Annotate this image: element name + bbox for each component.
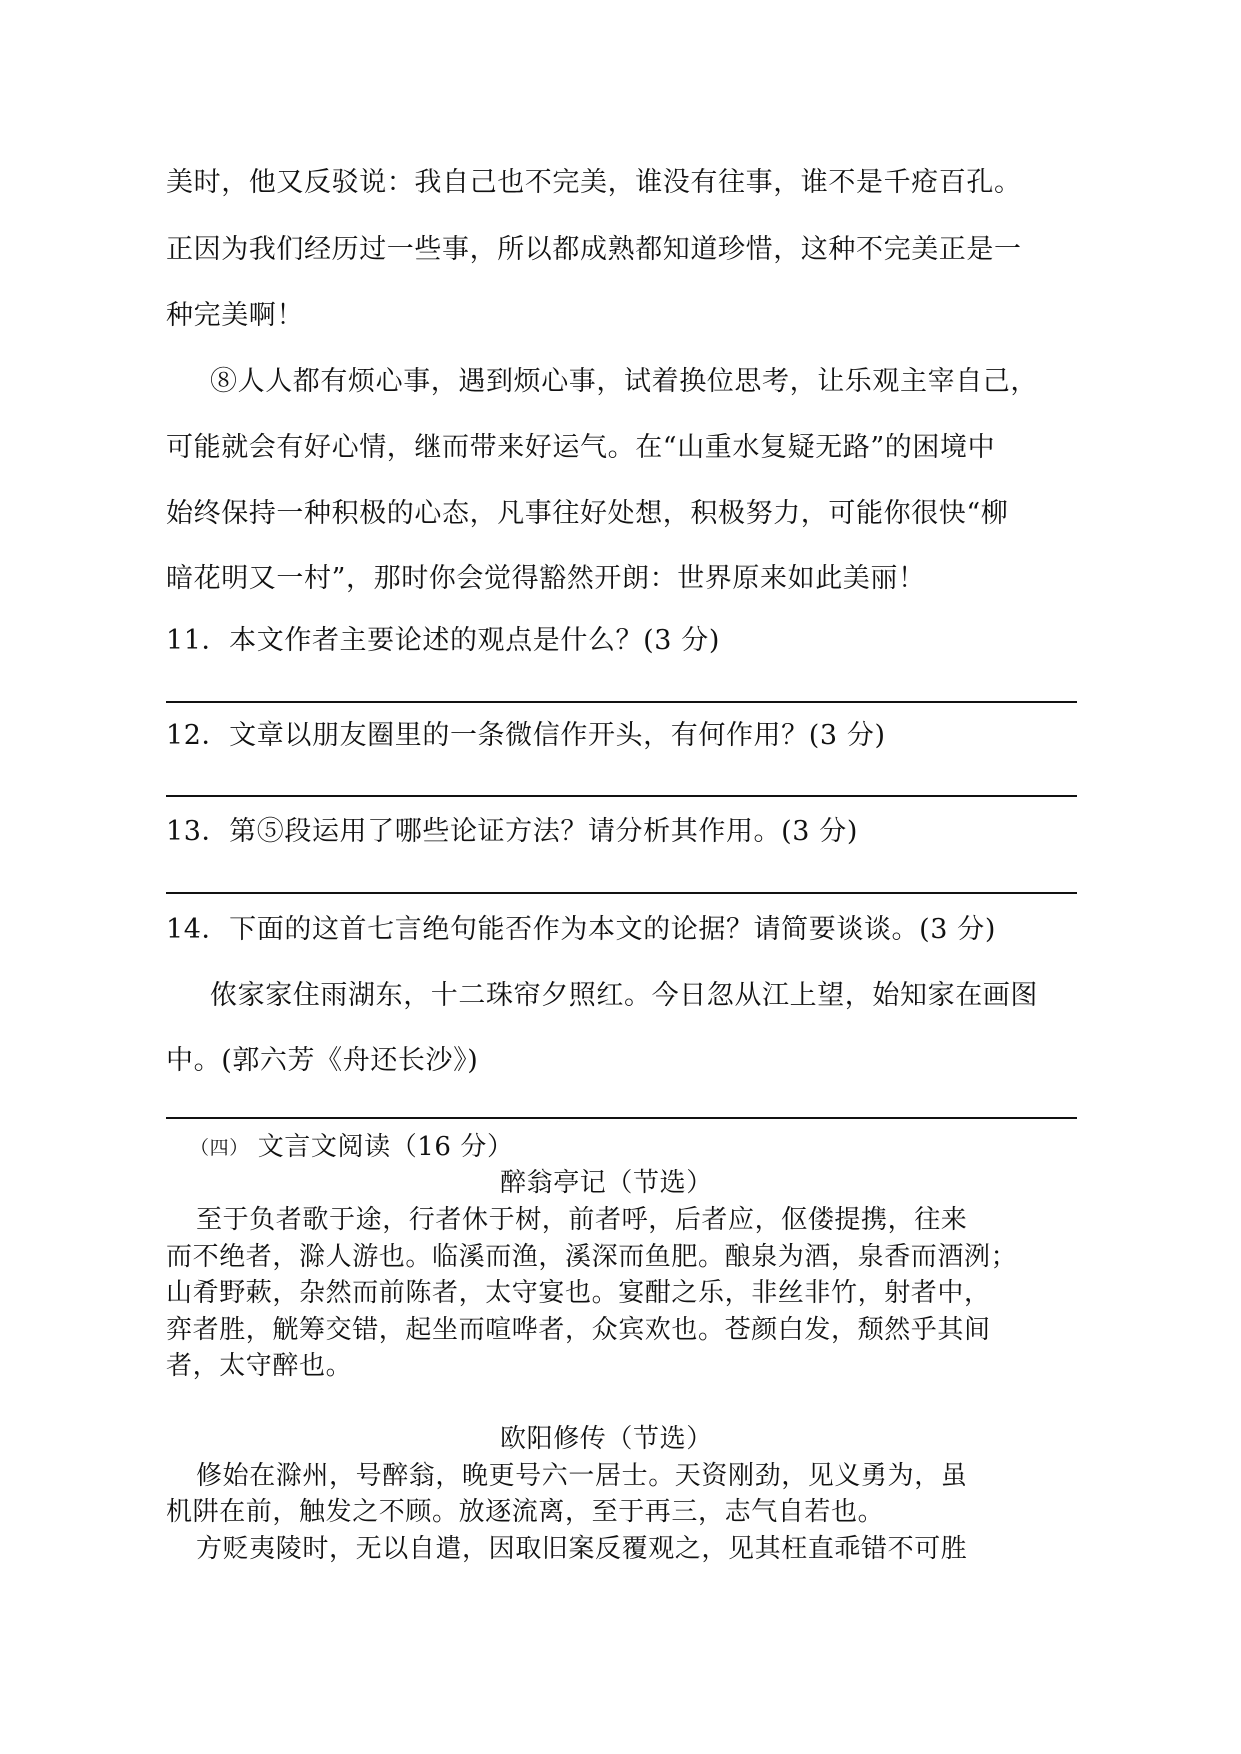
- poem-line-2: 中。(郭六芳《舟还长沙》): [166, 1045, 479, 1076]
- passage-1-line-4: 弈者胜，觥筹交错，起坐而喧哗者，众宾欢也。苍颜白发，颓然乎其间: [166, 1315, 991, 1345]
- essay-line-1: 美时，他又反驳说：我自己也不完美，谁没有往事，谁不是千疮百孔。: [166, 167, 1022, 198]
- passage-1-line-1: 至于负者歌于途，行者休于树，前者呼，后者应，伛偻提携，往来: [196, 1205, 968, 1235]
- passage-1-line-5: 者，太守醉也。: [166, 1351, 353, 1381]
- question-11: 11．本文作者主要论述的观点是什么？(3 分): [166, 625, 720, 656]
- question-13: 13．第⑤段运用了哪些论证方法？请分析其作用。(3 分): [166, 816, 858, 847]
- section-four-number: （四）: [190, 1137, 249, 1159]
- answer-line-13[interactable]: [166, 892, 1077, 894]
- passage-2-line-1: 修始在滁州，号醉翁，晚更号六一居士。天资刚劲，见义勇为，虽: [196, 1461, 968, 1491]
- answer-line-11[interactable]: [166, 701, 1077, 703]
- essay-line-3: 种完美啊！: [166, 300, 304, 331]
- section-four-heading: [190, 1130, 514, 1165]
- question-14: 14．下面的这首七言绝句能否作为本文的论据？请简要谈谈。(3 分): [166, 914, 996, 945]
- poem-line-1: 侬家家住雨湖东，十二珠帘夕照红。今日忽从江上望，始知家在画图: [210, 980, 1038, 1011]
- passage-1-line-2: 而不绝者，滁人游也。临溪而渔，溪深而鱼肥。酿泉为酒，泉香而酒洌；: [166, 1242, 1018, 1272]
- answer-line-12[interactable]: [166, 795, 1077, 797]
- passage-2-line-3: 方贬夷陵时，无以自遣，因取旧案反覆观之，见其枉直乖错不可胜: [196, 1534, 968, 1564]
- essay-line-2: 正因为我们经历过一些事，所以都成熟都知道珍惜，这种不完美正是一: [166, 234, 1022, 265]
- para8-line-4: 暗花明又一村”，那时你会觉得豁然开朗：世界原来如此美丽！: [166, 563, 926, 594]
- para8-line-1: ⑧人人都有烦心事，遇到烦心事，试着换位思考，让乐观主宰自己，: [210, 366, 1038, 397]
- para8-line-3: 始终保持一种积极的心态，凡事往好处想，积极努力，可能你很快“柳: [166, 498, 1009, 529]
- section-four-title: 文言文阅读（16 分）: [257, 1132, 514, 1162]
- question-12: 12．文章以朋友圈里的一条微信作开头，有何作用？(3 分): [166, 720, 886, 751]
- para8-line-2: 可能就会有好心情，继而带来好运气。在“山重水复疑无路”的困境中: [166, 432, 996, 463]
- passage-1-title: 醉翁亭记（节选）: [500, 1168, 713, 1198]
- passage-2-line-2: 机阱在前，触发之不顾。放逐流离，至于再三，志气自若也。: [166, 1497, 885, 1527]
- passage-1-line-3: 山肴野蔌，杂然而前陈者，太守宴也。宴酣之乐，非丝非竹，射者中，: [166, 1278, 991, 1308]
- passage-2-title: 欧阳修传（节选）: [500, 1424, 713, 1454]
- answer-line-14[interactable]: [166, 1117, 1077, 1119]
